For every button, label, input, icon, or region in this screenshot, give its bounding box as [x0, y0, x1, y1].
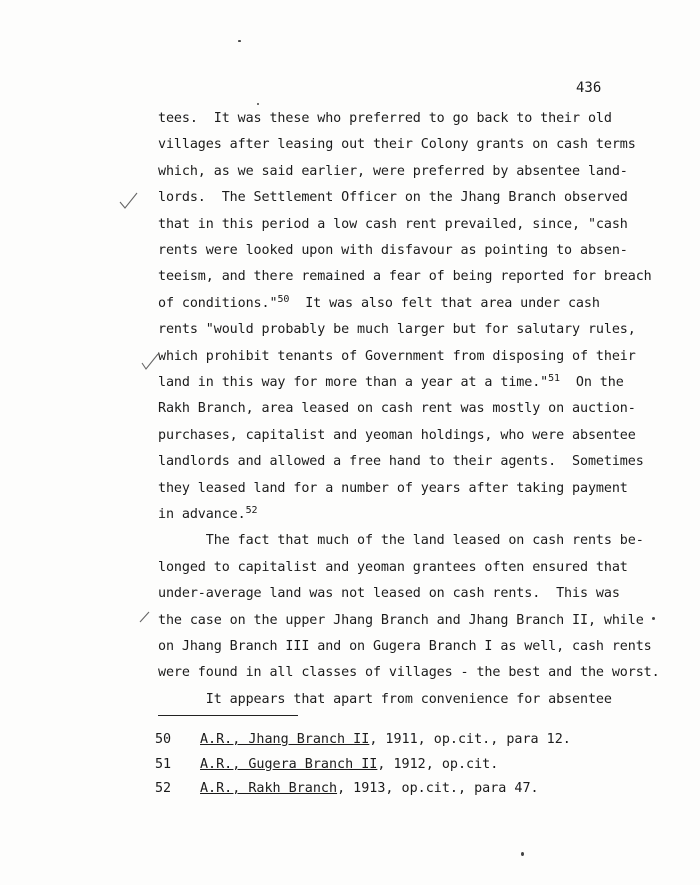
- scan-speck: [521, 852, 524, 856]
- text-segment: longed to capitalist and yeoman grantees often ensured that: [158, 559, 628, 575]
- margin-checkmark-icon: [118, 190, 140, 212]
- text-line: [158, 323, 636, 336]
- text-segment: purchases, capitalist and yeoman holdings, who were absentee: [158, 427, 636, 443]
- text-segment: villages after leasing out their Colony grants on cash terms: [158, 137, 636, 153]
- footnote-number: 51: [155, 756, 172, 772]
- text-line: [158, 191, 628, 204]
- text-line: [158, 244, 628, 257]
- text-line: [158, 455, 644, 468]
- text-line: [158, 218, 628, 231]
- text-segment: rents "would probably be much larger but for salutary rules,: [158, 322, 636, 338]
- text-line: [158, 429, 636, 442]
- footnote-reference: 51: [548, 373, 560, 384]
- text-line: [158, 534, 644, 547]
- page-number: 436: [576, 80, 602, 96]
- footnote: [155, 758, 498, 771]
- text-segment: teeism, and there remained a fear of being reported for breach: [158, 269, 652, 285]
- text-line: [158, 640, 652, 653]
- text-segment: on Jhang Branch III and on Gugera Branch I as well, cash rents: [158, 639, 652, 654]
- footnote-citation: , 1912, op.cit.: [377, 756, 499, 772]
- footnote-reference: 52: [245, 505, 258, 516]
- footnote-number: 52: [155, 781, 172, 796]
- footnote: [155, 733, 571, 746]
- text-line: [158, 350, 636, 363]
- text-segment: under-average land was not leased on cash rents. This was: [158, 586, 620, 602]
- footnote-citation: , 1913, op.cit., para 47.: [337, 781, 539, 796]
- margin-checkmark-icon: [140, 350, 160, 372]
- text-line: [158, 373, 624, 390]
- text-segment: The fact that much of the land leased on cash rents be-: [158, 533, 644, 549]
- text-line: [158, 666, 660, 679]
- text-segment: that in this period a low cash rent prevailed, since, "cash: [158, 216, 628, 232]
- text-segment: they leased land for a number of years after taking payment: [158, 480, 628, 496]
- text-line: [158, 112, 612, 125]
- text-segment: rents were looked upon with disfavour as pointing to absen-: [158, 243, 628, 258]
- footnote-source-title: A.R., Gugera Branch II: [200, 756, 378, 772]
- footnote-citation: , 1911, op.cit., para 12.: [369, 732, 571, 747]
- text-line: [158, 293, 600, 311]
- text-line: [158, 165, 628, 178]
- margin-checkmark-icon: [137, 608, 153, 626]
- text-line: [158, 693, 612, 706]
- text-line: [158, 138, 636, 151]
- scan-speck: [238, 40, 241, 42]
- text-line: [158, 614, 644, 627]
- text-segment: which, as we said earlier, were preferred by absentee land-: [158, 163, 628, 179]
- text-line: [158, 587, 620, 600]
- footnote-source-title: A.R., Rakh Branch: [200, 781, 338, 796]
- text-line: [158, 270, 652, 283]
- text-line: [158, 505, 258, 522]
- footnote: [155, 782, 539, 795]
- text-segment: lords. The Settlement Officer on the Jhang Branch observed: [158, 190, 628, 206]
- text-segment: Rakh Branch, area leased on cash rent was mostly on auction-: [158, 401, 636, 417]
- footnote-source-title: A.R., Jhang Branch II: [200, 732, 370, 747]
- footnote-reference: 50: [277, 293, 290, 305]
- text-segment: were found in all classes of villages - the best and the worst.: [158, 665, 660, 681]
- footnote-separator: [158, 715, 298, 716]
- text-segment: which prohibit tenants of Government from disposing of their: [158, 348, 636, 364]
- text-segment: tees. It was these who preferred to go back to their old: [158, 111, 612, 126]
- text-segment: in advance.: [158, 507, 246, 522]
- text-segment: land in this way for more than a year at a time.": [158, 375, 549, 390]
- text-segment: On the: [559, 375, 624, 390]
- text-line: [158, 402, 636, 415]
- footnote-number: 50: [155, 732, 172, 747]
- scan-speck: [257, 103, 259, 105]
- text-line: [158, 482, 628, 495]
- text-segment: of conditions.": [158, 295, 278, 311]
- text-segment: It was also felt that area under cash: [289, 295, 600, 311]
- text-segment: It appears that apart from convenience for absentee: [158, 691, 612, 707]
- text-segment: landlords and allowed a free hand to their agents. Sometimes: [158, 454, 644, 470]
- text-segment: the case on the upper Jhang Branch and Jhang Branch II, while: [158, 612, 644, 628]
- text-line: [158, 561, 628, 574]
- scan-speck: [652, 617, 655, 620]
